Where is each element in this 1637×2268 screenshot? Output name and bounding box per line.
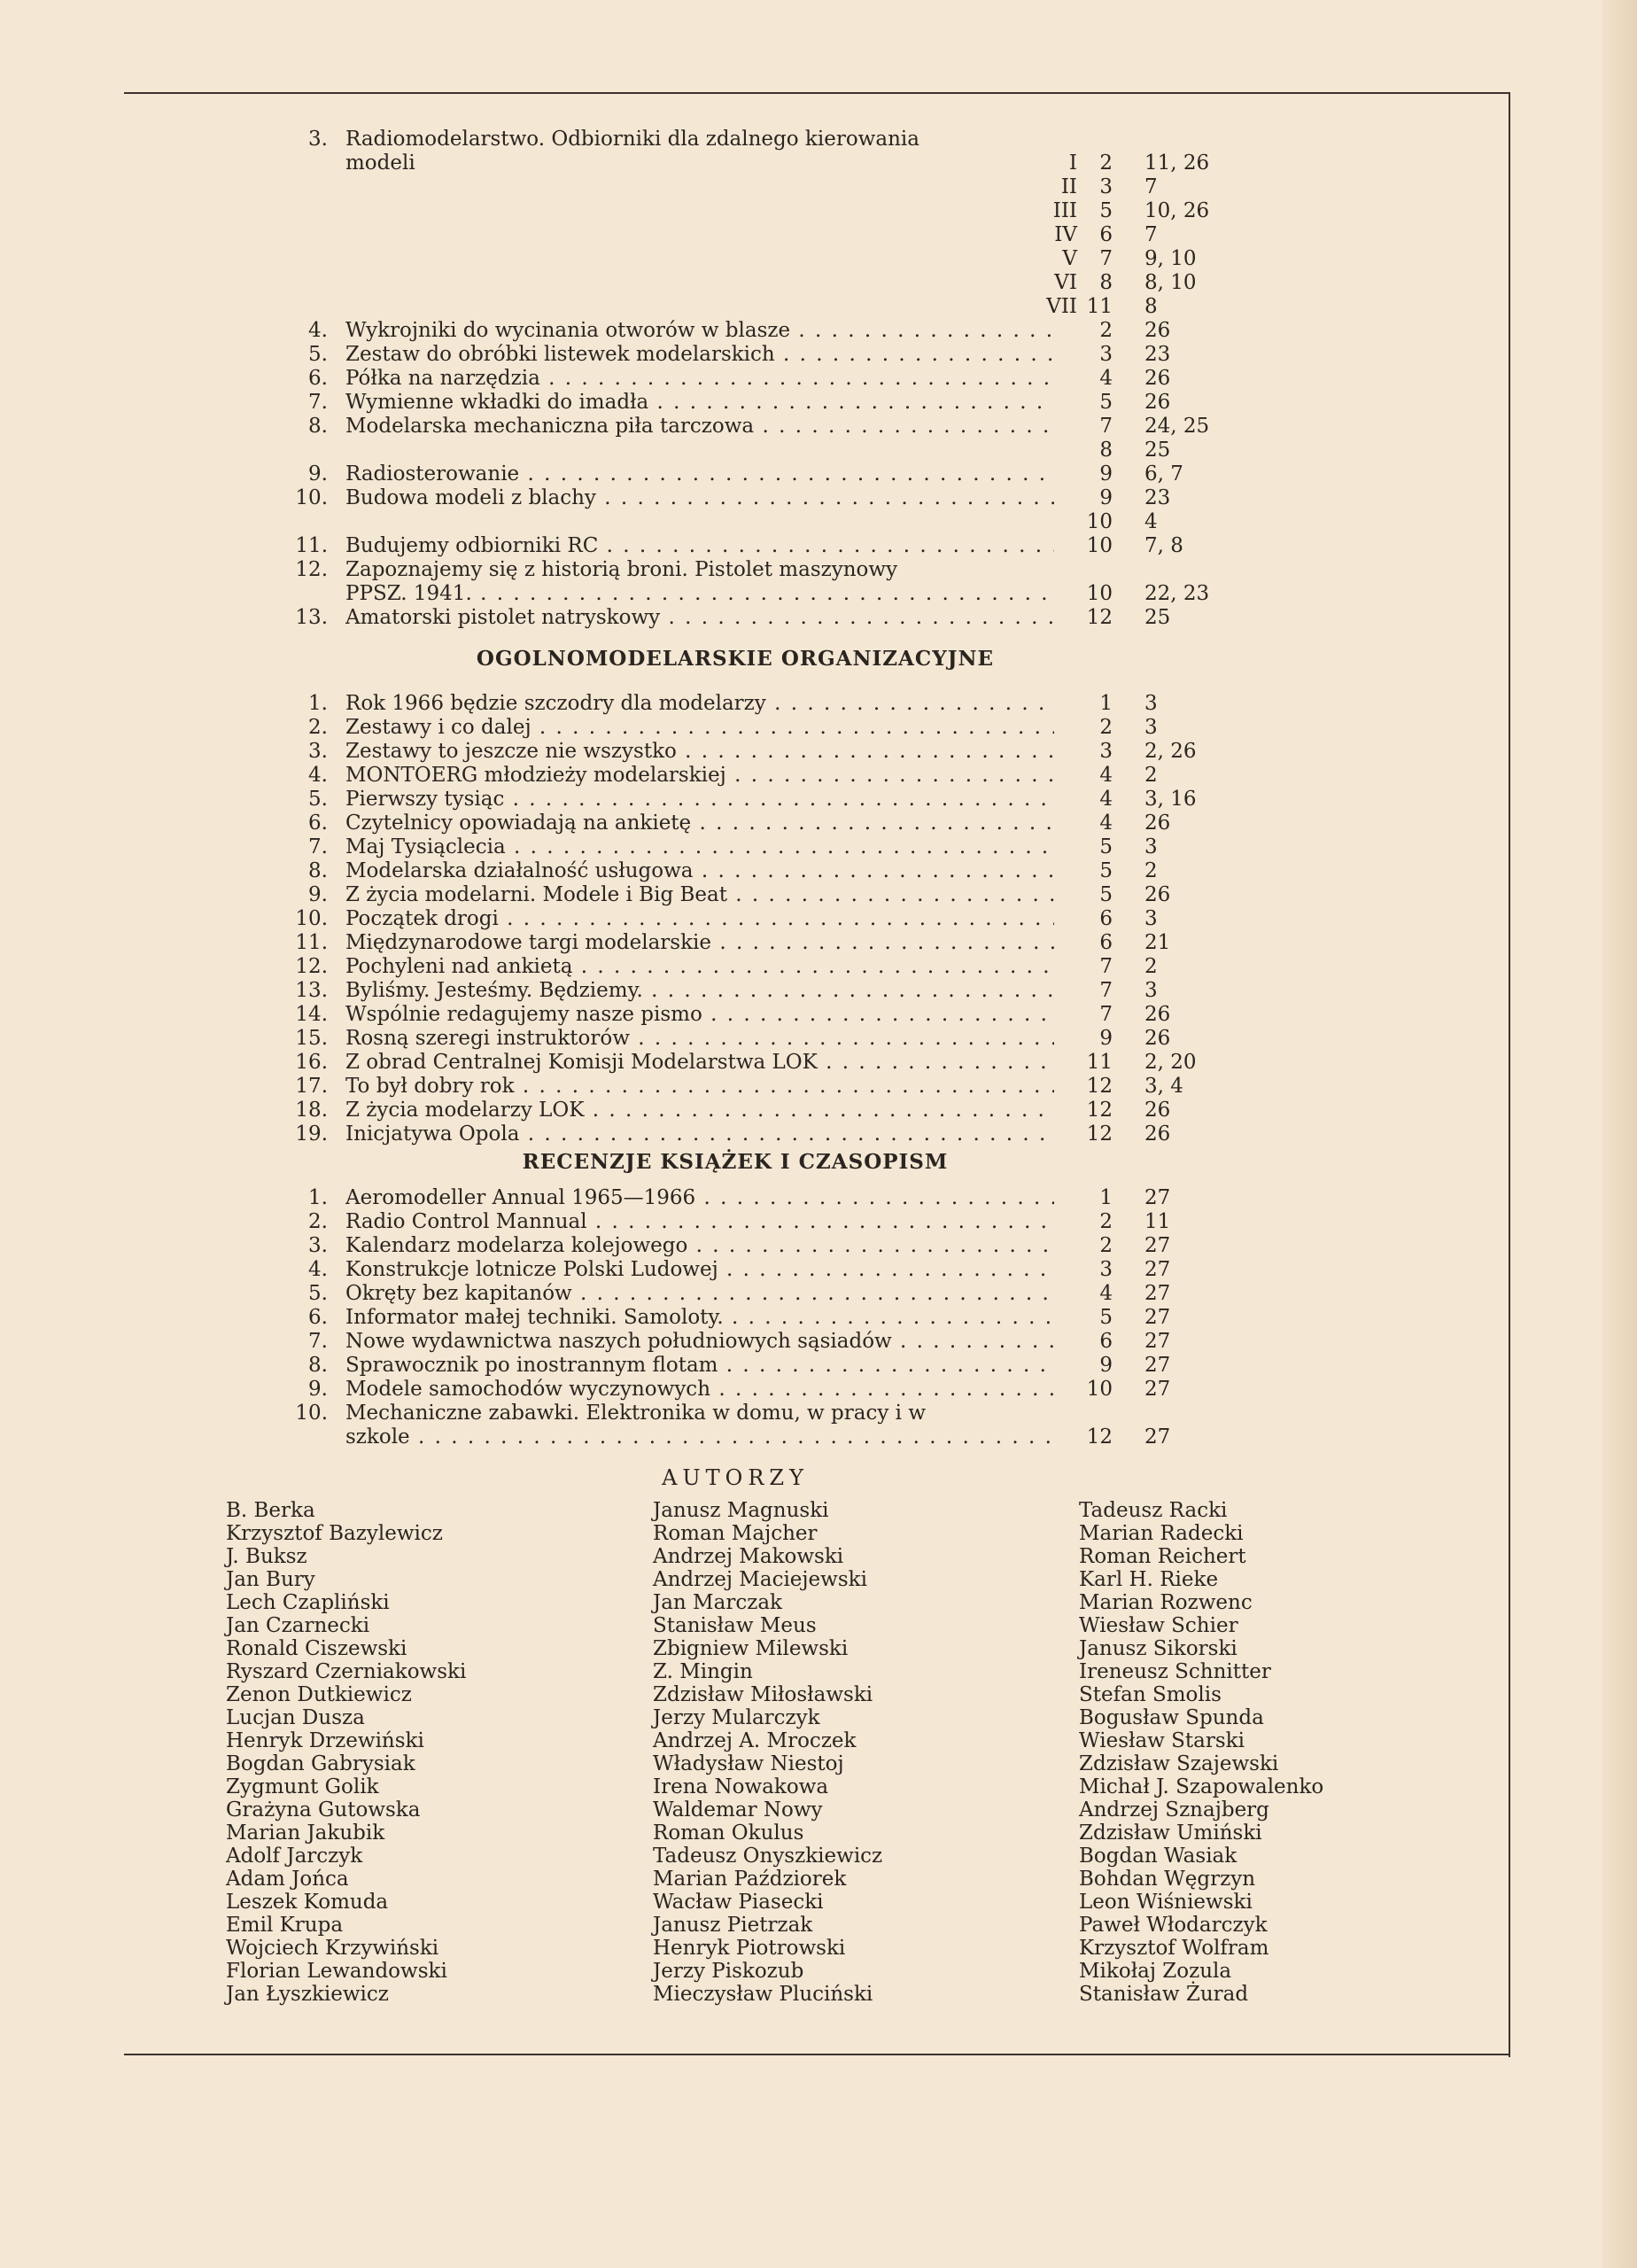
author-name: Marian Jakubik — [226, 1821, 385, 1845]
issue-number: 6 — [1099, 931, 1113, 954]
entry-title: Modele samochodów wyczynowych . . . — [345, 1378, 1054, 1402]
entry-number: 5. — [308, 1282, 328, 1305]
page-numbers: 11, 26 — [1144, 151, 1210, 175]
entry-title: Początek drogi . . . — [345, 907, 1054, 931]
author-name: Emil Krupa — [226, 1914, 344, 1937]
entry-number: 13. — [295, 606, 328, 629]
author-name: Irena Nowakowa — [653, 1775, 829, 1798]
page-numbers: 26 — [1144, 1122, 1171, 1146]
page-numbers: 25 — [1144, 606, 1171, 629]
entry-number: 15. — [295, 1027, 328, 1050]
author-name: Janusz Sikorski — [1079, 1637, 1237, 1660]
entry-title: Nowe wydawnictwa naszych południowych sąsiadów . . . — [345, 1330, 1054, 1354]
issue-number: 6 — [1099, 223, 1113, 246]
entry-title: Rosną szeregi instruktorów . . . — [345, 1027, 1054, 1051]
author-name: Wojciech Krzywiński — [226, 1937, 439, 1960]
issue-number: 12 — [1086, 1425, 1113, 1449]
author-name: Wiesław Schier — [1079, 1614, 1238, 1637]
entry-title-continued: modeli — [345, 151, 415, 175]
entry-number: 17. — [295, 1075, 328, 1098]
issue-number: 2 — [1099, 1210, 1113, 1233]
page-numbers: 2, 26 — [1144, 740, 1197, 763]
section-heading: OGOLNOMODELARSKIE ORGANIZACYJNE — [476, 647, 995, 671]
entry-number: 7. — [308, 1330, 328, 1353]
entry-number: 6. — [308, 1306, 328, 1329]
author-name: Jan Łyszkiewicz — [226, 1983, 389, 2006]
page-numbers: 27 — [1144, 1378, 1171, 1401]
entry-title: Aeromodeller Annual 1965—1966 . . . — [345, 1186, 1054, 1210]
page-numbers: 7, 8 — [1144, 534, 1183, 557]
entry-title: Pochyleni nad ankietą . . . — [345, 955, 1054, 979]
entry-title-continued: PPSZ. 1941. . . . — [345, 582, 1054, 606]
entry-number: 1. — [308, 1186, 328, 1209]
author-name: Tadeusz Onyszkiewicz — [653, 1845, 883, 1868]
entry-number: 12. — [295, 955, 328, 978]
entry-title: Wymienne wkładki do imadła . . . — [345, 391, 1054, 415]
entry-number: 9. — [308, 462, 328, 485]
page-numbers: 3, 4 — [1144, 1075, 1183, 1098]
issue-number: 7 — [1099, 415, 1113, 438]
page-numbers: 27 — [1144, 1354, 1171, 1377]
page-numbers: 26 — [1144, 1027, 1171, 1050]
page-numbers: 27 — [1144, 1306, 1171, 1329]
author-name: Jerzy Piskozub — [653, 1960, 804, 1983]
entry-title: Międzynarodowe targi modelarskie . . . — [345, 931, 1054, 955]
author-name: Ryszard Czerniakowski — [226, 1660, 467, 1683]
entry-number: 5. — [308, 788, 328, 811]
entry-number: 4. — [308, 319, 328, 342]
issue-number: 2 — [1099, 319, 1113, 342]
author-name: Andrzej Makowski — [653, 1545, 844, 1568]
author-name: Andrzej Sznajberg — [1079, 1798, 1269, 1821]
issue-number: 4 — [1099, 812, 1113, 835]
page-numbers: 3, 16 — [1144, 788, 1197, 811]
entry-title: Kalendarz modelarza kolejowego . . . — [345, 1234, 1054, 1258]
author-name: Leszek Komuda — [226, 1891, 389, 1914]
page-numbers: 27 — [1144, 1425, 1171, 1449]
author-name: Lech Czapliński — [226, 1591, 390, 1614]
entry-title: Zestaw do obróbki listewek modelarskich . . . — [345, 343, 1054, 367]
author-name: Wiesław Starski — [1079, 1729, 1245, 1752]
author-name: Zdzisław Miłosławski — [653, 1683, 873, 1706]
issue-number: 4 — [1099, 367, 1113, 390]
page-numbers: 3 — [1144, 979, 1158, 1002]
author-name: Z. Mingin — [653, 1660, 753, 1683]
entry-number: 9. — [308, 883, 328, 906]
entry-number: 8. — [308, 1354, 328, 1377]
author-name: Roman Okulus — [653, 1821, 804, 1845]
entry-number: 19. — [295, 1122, 328, 1146]
entry-title: Byliśmy. Jesteśmy. Będziemy. . . . — [345, 979, 1054, 1003]
issue-number: 10 — [1086, 1378, 1113, 1401]
entry-number: 6. — [308, 812, 328, 835]
paper-edge — [1602, 0, 1637, 2268]
entry-title: Wykrojniki do wycinania otworów w blasze . . . — [345, 319, 1054, 343]
issue-number: 9 — [1099, 462, 1113, 485]
issue-number: 10 — [1086, 510, 1113, 533]
page-numbers: 6, 7 — [1144, 462, 1183, 485]
entry-number: 9. — [308, 1378, 328, 1401]
entry-number: 7. — [308, 835, 328, 858]
author-name: Bogusław Spunda — [1079, 1706, 1264, 1729]
page-numbers: 26 — [1144, 1099, 1171, 1122]
author-name: Jerzy Mularczyk — [653, 1706, 820, 1729]
issue-number: 1 — [1099, 692, 1113, 715]
entry-number: 10. — [295, 907, 328, 930]
entry-title: Budowa modeli z blachy . . . — [345, 486, 1054, 510]
page-numbers: 8 — [1144, 295, 1158, 318]
entry-title: Półka na narzędzia . . . — [345, 367, 1054, 391]
page-numbers: 23 — [1144, 486, 1171, 509]
issue-number: 3 — [1099, 1258, 1113, 1281]
entry-number: 8. — [308, 859, 328, 882]
entry-title-continued: szkole . . . — [345, 1425, 1054, 1449]
author-name: Andrzej A. Mroczek — [653, 1729, 857, 1752]
author-name: Zdzisław Szajewski — [1079, 1752, 1279, 1775]
entry-number: 3. — [308, 1234, 328, 1257]
entry-number: 4. — [308, 1258, 328, 1281]
issue-number: 3 — [1099, 175, 1113, 198]
entry-title: Informator małej techniki. Samoloty. . . . — [345, 1306, 1054, 1330]
issue-number: 7 — [1099, 979, 1113, 1002]
entry-number: 16. — [295, 1051, 328, 1074]
author-name: Zygmunt Golik — [226, 1775, 379, 1798]
entry-title: Zestawy to jeszcze nie wszystko . . . — [345, 740, 1054, 764]
author-name: Stanisław Meus — [653, 1614, 817, 1637]
page-numbers: 2 — [1144, 859, 1158, 882]
author-name: Jan Marczak — [653, 1591, 782, 1614]
entry-number: 1. — [308, 692, 328, 715]
author-name: Krzysztof Bazylewicz — [226, 1522, 443, 1545]
entry-title: Konstrukcje lotnicze Polski Ludowej . . . — [345, 1258, 1054, 1282]
issue-number: 3 — [1099, 343, 1113, 366]
entry-number: 10. — [295, 486, 328, 509]
entry-title: Zapoznajemy się z historią broni. Pistolet maszynowy — [345, 558, 898, 581]
issue-number: 5 — [1099, 883, 1113, 906]
entry-number: 2. — [308, 1210, 328, 1233]
volume-roman: VII — [1046, 295, 1077, 318]
entry-number: 3. — [308, 128, 328, 151]
entry-title: Wspólnie redagujemy nasze pismo . . . — [345, 1003, 1054, 1027]
volume-roman: III — [1052, 199, 1077, 222]
page-numbers: 7 — [1144, 223, 1158, 246]
issue-number: 10 — [1086, 534, 1113, 557]
author-name: B. Berka — [226, 1499, 315, 1522]
page-numbers: 26 — [1144, 883, 1171, 906]
issue-number: 5 — [1099, 1306, 1113, 1329]
author-name: Marian Radecki — [1079, 1522, 1244, 1545]
author-name: Roman Reichert — [1079, 1545, 1246, 1568]
issue-number: 3 — [1099, 740, 1113, 763]
page-numbers: 2 — [1144, 764, 1158, 787]
author-name: Krzysztof Wolfram — [1079, 1937, 1269, 1960]
author-name: Paweł Włodarczyk — [1079, 1914, 1268, 1937]
issue-number: 4 — [1099, 1282, 1113, 1305]
authors-column-1 — [226, 1499, 466, 2006]
issue-number: 8 — [1099, 271, 1113, 294]
author-name: Roman Majcher — [653, 1522, 818, 1545]
entry-title: Amatorski pistolet natryskowy . . . — [345, 606, 1054, 630]
entry-title: Okręty bez kapitanów . . . — [345, 1282, 1054, 1306]
entry-number: 5. — [308, 343, 328, 366]
author-name: Stanisław Żurad — [1079, 1983, 1249, 2006]
entry-title: Modelarska działalność usługowa . . . — [345, 859, 1054, 883]
issue-number: 9 — [1099, 1027, 1113, 1050]
issue-number: 5 — [1099, 391, 1113, 414]
author-name: Janusz Magnuski — [653, 1499, 829, 1522]
authors-heading: AUTORZY — [662, 1465, 809, 1490]
entry-title: Sprawocznik po inostrannym flotam . . . — [345, 1354, 1054, 1378]
page-numbers: 27 — [1144, 1282, 1171, 1305]
page-numbers: 8, 10 — [1144, 271, 1197, 294]
issue-number: 2 — [1099, 716, 1113, 739]
entry-number: 7. — [308, 391, 328, 414]
page-numbers: 7 — [1144, 175, 1158, 198]
author-name: Andrzej Maciejewski — [653, 1568, 867, 1591]
author-name: Karl H. Rieke — [1079, 1568, 1219, 1591]
author-name: Michał J. Szapowalenko — [1079, 1775, 1324, 1798]
volume-roman: I — [1068, 151, 1077, 175]
section-heading: RECENZJE KSIĄŻEK I CZASOPISM — [522, 1150, 949, 1174]
page-numbers: 27 — [1144, 1330, 1171, 1353]
page-numbers: 26 — [1144, 367, 1171, 390]
page-numbers: 9, 10 — [1144, 247, 1197, 270]
author-name: Adam Jońca — [226, 1868, 349, 1891]
page-numbers: 27 — [1144, 1234, 1171, 1257]
page-numbers: 23 — [1144, 343, 1171, 366]
issue-number: 6 — [1099, 907, 1113, 930]
page-numbers: 22, 23 — [1144, 582, 1210, 605]
issue-number: 7 — [1099, 1003, 1113, 1026]
author-name: Jan Bury — [226, 1568, 315, 1591]
page-numbers: 26 — [1144, 319, 1171, 342]
entry-title: Czytelnicy opowiadają na ankietę . . . — [345, 812, 1054, 835]
author-name: Ronald Ciszewski — [226, 1637, 407, 1660]
author-name: Władysław Niestoj — [653, 1752, 844, 1775]
author-name: Adolf Jarczyk — [226, 1845, 363, 1868]
entry-number: 12. — [295, 558, 328, 581]
author-name: Bogdan Wasiak — [1079, 1845, 1237, 1868]
issue-number: 8 — [1099, 439, 1113, 462]
author-name: Henryk Drzewiński — [226, 1729, 424, 1752]
frame-top-rule — [124, 92, 1510, 94]
issue-number: 9 — [1099, 486, 1113, 509]
entry-number: 11. — [295, 931, 328, 954]
page-numbers: 10, 26 — [1144, 199, 1210, 222]
issue-number: 5 — [1099, 835, 1113, 858]
page-numbers: 3 — [1144, 907, 1158, 930]
issue-number: 9 — [1099, 1354, 1113, 1377]
author-name: Janusz Pietrzak — [653, 1914, 813, 1937]
author-name: Bohdan Węgrzyn — [1079, 1868, 1256, 1891]
entry-title: Budujemy odbiorniki RC . . . — [345, 534, 1054, 558]
volume-roman: VI — [1054, 271, 1077, 294]
author-name: Marian Paździorek — [653, 1868, 847, 1891]
author-name: Wacław Piasecki — [653, 1891, 824, 1914]
issue-number: 2 — [1099, 151, 1113, 175]
volume-roman: II — [1060, 175, 1077, 198]
entry-number: 6. — [308, 367, 328, 390]
issue-number: 12 — [1086, 1075, 1113, 1098]
entry-title: Inicjatywa Opola . . . — [345, 1122, 1054, 1146]
issue-number: 4 — [1099, 764, 1113, 787]
issue-number: 5 — [1099, 859, 1113, 882]
entry-title: Zestawy i co dalej . . . — [345, 716, 1054, 740]
volume-roman: IV — [1054, 223, 1077, 246]
author-name: Marian Rozwenc — [1079, 1591, 1253, 1614]
page-numbers: 11 — [1144, 1210, 1171, 1233]
author-name: Zbigniew Milewski — [653, 1637, 849, 1660]
author-name: Florian Lewandowski — [226, 1960, 447, 1983]
entry-number: 4. — [308, 764, 328, 787]
entry-number: 14. — [295, 1003, 328, 1026]
entry-title: Pierwszy tysiąc . . . — [345, 788, 1054, 812]
entry-number: 10. — [295, 1402, 328, 1425]
page-numbers: 24, 25 — [1144, 415, 1210, 438]
entry-number: 18. — [295, 1099, 328, 1122]
author-name: Grażyna Gutowska — [226, 1798, 421, 1821]
author-name: Zdzisław Umiński — [1079, 1821, 1262, 1845]
page-numbers: 21 — [1144, 931, 1171, 954]
author-name: Henryk Piotrowski — [653, 1937, 846, 1960]
author-name: Leon Wiśniewski — [1079, 1891, 1253, 1914]
frame-right-rule — [1509, 92, 1510, 2057]
issue-number: 5 — [1099, 199, 1113, 222]
page-numbers: 3 — [1144, 692, 1158, 715]
volume-roman: V — [1062, 247, 1077, 270]
page-numbers: 25 — [1144, 439, 1171, 462]
author-name: Tadeusz Racki — [1079, 1499, 1228, 1522]
issue-number: 6 — [1099, 1330, 1113, 1353]
issue-number: 7 — [1099, 955, 1113, 978]
page-numbers: 3 — [1144, 835, 1158, 858]
entry-title: To był dobry rok . . . — [345, 1075, 1054, 1099]
page-numbers: 2 — [1144, 955, 1158, 978]
author-name: Jan Czarnecki — [226, 1614, 370, 1637]
authors-column-2 — [653, 1499, 882, 2006]
author-name: Zenon Dutkiewicz — [226, 1683, 412, 1706]
author-name: Lucjan Dusza — [226, 1706, 365, 1729]
page-numbers: 27 — [1144, 1258, 1171, 1281]
issue-number: 4 — [1099, 788, 1113, 811]
entry-title: Rok 1966 będzie szczodry dla modelarzy . . . — [345, 692, 1054, 716]
page-numbers: 26 — [1144, 1003, 1171, 1026]
issue-number: 12 — [1086, 606, 1113, 629]
entry-number: 2. — [308, 716, 328, 739]
entry-title: MONTOERG młodzieży modelarskiej . . . — [345, 764, 1054, 788]
page-numbers: 2, 20 — [1144, 1051, 1197, 1074]
issue-number: 7 — [1099, 247, 1113, 270]
entry-title: Z obrad Centralnej Komisji Modelarstwa LOK . . . — [345, 1051, 1054, 1075]
entry-title: Maj Tysiąclecia . . . — [345, 835, 1054, 859]
issue-number: 11 — [1086, 295, 1113, 318]
entry-number: 8. — [308, 415, 328, 438]
author-name: J. Buksz — [226, 1545, 307, 1568]
issue-number: 12 — [1086, 1099, 1113, 1122]
issue-number: 2 — [1099, 1234, 1113, 1257]
frame-bottom-rule — [124, 2054, 1510, 2055]
entry-title: Modelarska mechaniczna piła tarczowa . . . — [345, 415, 1054, 439]
entry-title: Radiomodelarstwo. Odbiorniki dla zdalnego kierowania — [345, 128, 919, 151]
page-numbers: 26 — [1144, 391, 1171, 414]
page-numbers: 4 — [1144, 510, 1158, 533]
author-name: Waldemar Nowy — [653, 1798, 823, 1821]
entry-title: Radio Control Mannual . . . — [345, 1210, 1054, 1234]
author-name: Mikołaj Zozula — [1079, 1960, 1232, 1983]
author-name: Stefan Smolis — [1079, 1683, 1222, 1706]
entry-title: Z życia modelarni. Modele i Big Beat . . . — [345, 883, 1054, 907]
entry-title: Mechaniczne zabawki. Elektronika w domu, w pracy i w — [345, 1402, 927, 1425]
author-name: Bogdan Gabrysiak — [226, 1752, 415, 1775]
author-name: Ireneusz Schnitter — [1079, 1660, 1271, 1683]
page-numbers: 26 — [1144, 812, 1171, 835]
issue-number: 12 — [1086, 1122, 1113, 1146]
entry-title: Radiosterowanie . . . — [345, 462, 1054, 486]
entry-number: 3. — [308, 740, 328, 763]
entry-number: 11. — [295, 534, 328, 557]
authors-column-3 — [1079, 1499, 1323, 2006]
page-numbers: 3 — [1144, 716, 1158, 739]
entry-title: Z życia modelarzy LOK . . . — [345, 1099, 1054, 1122]
author-name: Mieczysław Pluciński — [653, 1983, 873, 2006]
issue-number: 10 — [1086, 582, 1113, 605]
page-numbers: 27 — [1144, 1186, 1171, 1209]
issue-number: 11 — [1086, 1051, 1113, 1074]
entry-number: 13. — [295, 979, 328, 1002]
issue-number: 1 — [1099, 1186, 1113, 1209]
